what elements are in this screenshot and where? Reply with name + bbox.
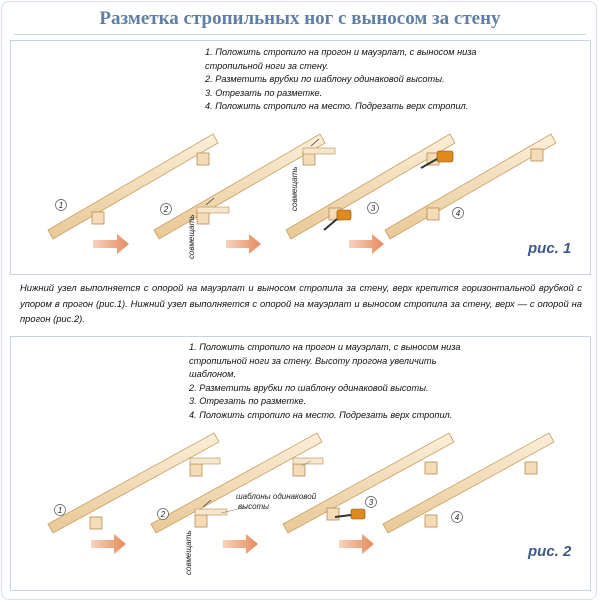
- step-line: 1. Положить стропило на прогон и мауэрлат, с выносом низа: [189, 342, 461, 352]
- flow-arrow: [349, 234, 384, 254]
- label-combined: совмещать: [187, 214, 196, 259]
- stage-number: 3: [370, 204, 376, 213]
- template-block: [197, 207, 229, 213]
- mauerlat-block: [195, 515, 207, 527]
- flow-arrow: [93, 234, 129, 254]
- stage-number: 4: [455, 209, 461, 218]
- stage-1: [48, 433, 220, 554]
- mauerlat-block: [90, 517, 102, 529]
- step-line: 4. Положить стропило на место. Подрезать верх стропил.: [205, 101, 469, 112]
- stage-4: [385, 134, 556, 239]
- rafter-beam: [48, 433, 219, 533]
- rafter-diagram-1: [11, 41, 590, 274]
- purlin-block: [425, 462, 437, 474]
- figure-panel-2: [10, 336, 591, 591]
- step-line: стропильной ноги за стену.: [205, 60, 329, 71]
- page-title: Разметка стропильных ног с выносом за стену: [99, 8, 501, 29]
- template-block: [293, 458, 323, 464]
- template-block: [195, 509, 227, 515]
- stage-number: 3: [368, 498, 374, 507]
- purlin-block: [525, 462, 537, 474]
- step-line: шаблоном.: [189, 369, 237, 380]
- flow-arrow: [226, 234, 261, 254]
- template-block: [190, 458, 220, 464]
- step-line: 3. Отрезать по разметке.: [205, 87, 323, 98]
- figure-label-2: рис. 2: [528, 543, 572, 560]
- purlin-block: [197, 153, 209, 165]
- title-divider: [14, 34, 586, 35]
- step-line: 1. Положить стропило на прогон и мауэрлат, с выносом низа: [205, 47, 477, 57]
- stage-number: 1: [58, 201, 64, 210]
- stage-4: [383, 433, 554, 533]
- stage-number: 1: [57, 506, 63, 515]
- rafter-beam: [385, 134, 556, 239]
- step-line: 3. Отрезать по разметке.: [189, 396, 307, 407]
- purlin-block: [531, 149, 543, 161]
- chainsaw-icon: [335, 509, 365, 519]
- purlin-block: [303, 153, 315, 165]
- stage-number: 4: [454, 513, 460, 522]
- mauerlat-block: [197, 212, 209, 224]
- rafter-beam: [383, 433, 554, 533]
- template-block: [303, 148, 335, 154]
- rafter-diagram-2: [11, 337, 590, 590]
- figure-label-1: рис. 1: [528, 240, 572, 257]
- mauerlat-block: [327, 508, 339, 520]
- flow-arrow: [91, 534, 126, 554]
- flow-arrow: [223, 534, 258, 554]
- caption-text: Нижний узел выполняется с опорой на мауэрлат и выносом стропила за стену, верх крепится горизонтальной врубкой с упором в прогон (рис.1). Нижний узел выполняется с опорой на мауэрлат и выносом стропила за стену, верх — с опорой на прогон (рис.2).: [20, 282, 582, 324]
- mauerlat-block: [425, 515, 437, 527]
- step-line: 2. Разметить врубки по шаблону одинаковой высоты.: [189, 382, 429, 393]
- label-combined: совмещать: [290, 166, 299, 211]
- flow-arrow: [339, 534, 374, 554]
- stage-number: 2: [160, 510, 166, 519]
- purlin-block: [190, 464, 202, 476]
- label-templates: высоты: [238, 502, 270, 511]
- step-line: 2. Разметить врубки по шаблону одинаковой высоты.: [205, 74, 445, 85]
- mauerlat-block: [427, 208, 439, 220]
- figure-panel-1: [10, 40, 591, 275]
- label-templates: шаблоны одинаковой: [236, 492, 317, 501]
- stage-number: 2: [163, 205, 169, 214]
- step-line: стропильной ноги за стену. Высоту прогона увеличить: [189, 355, 437, 366]
- purlin-block: [293, 464, 305, 476]
- mauerlat-block: [92, 212, 104, 224]
- step-line: 4. Положить стропило на место. Подрезать верх стропил.: [189, 409, 453, 420]
- label-combined: совмещать: [184, 530, 193, 575]
